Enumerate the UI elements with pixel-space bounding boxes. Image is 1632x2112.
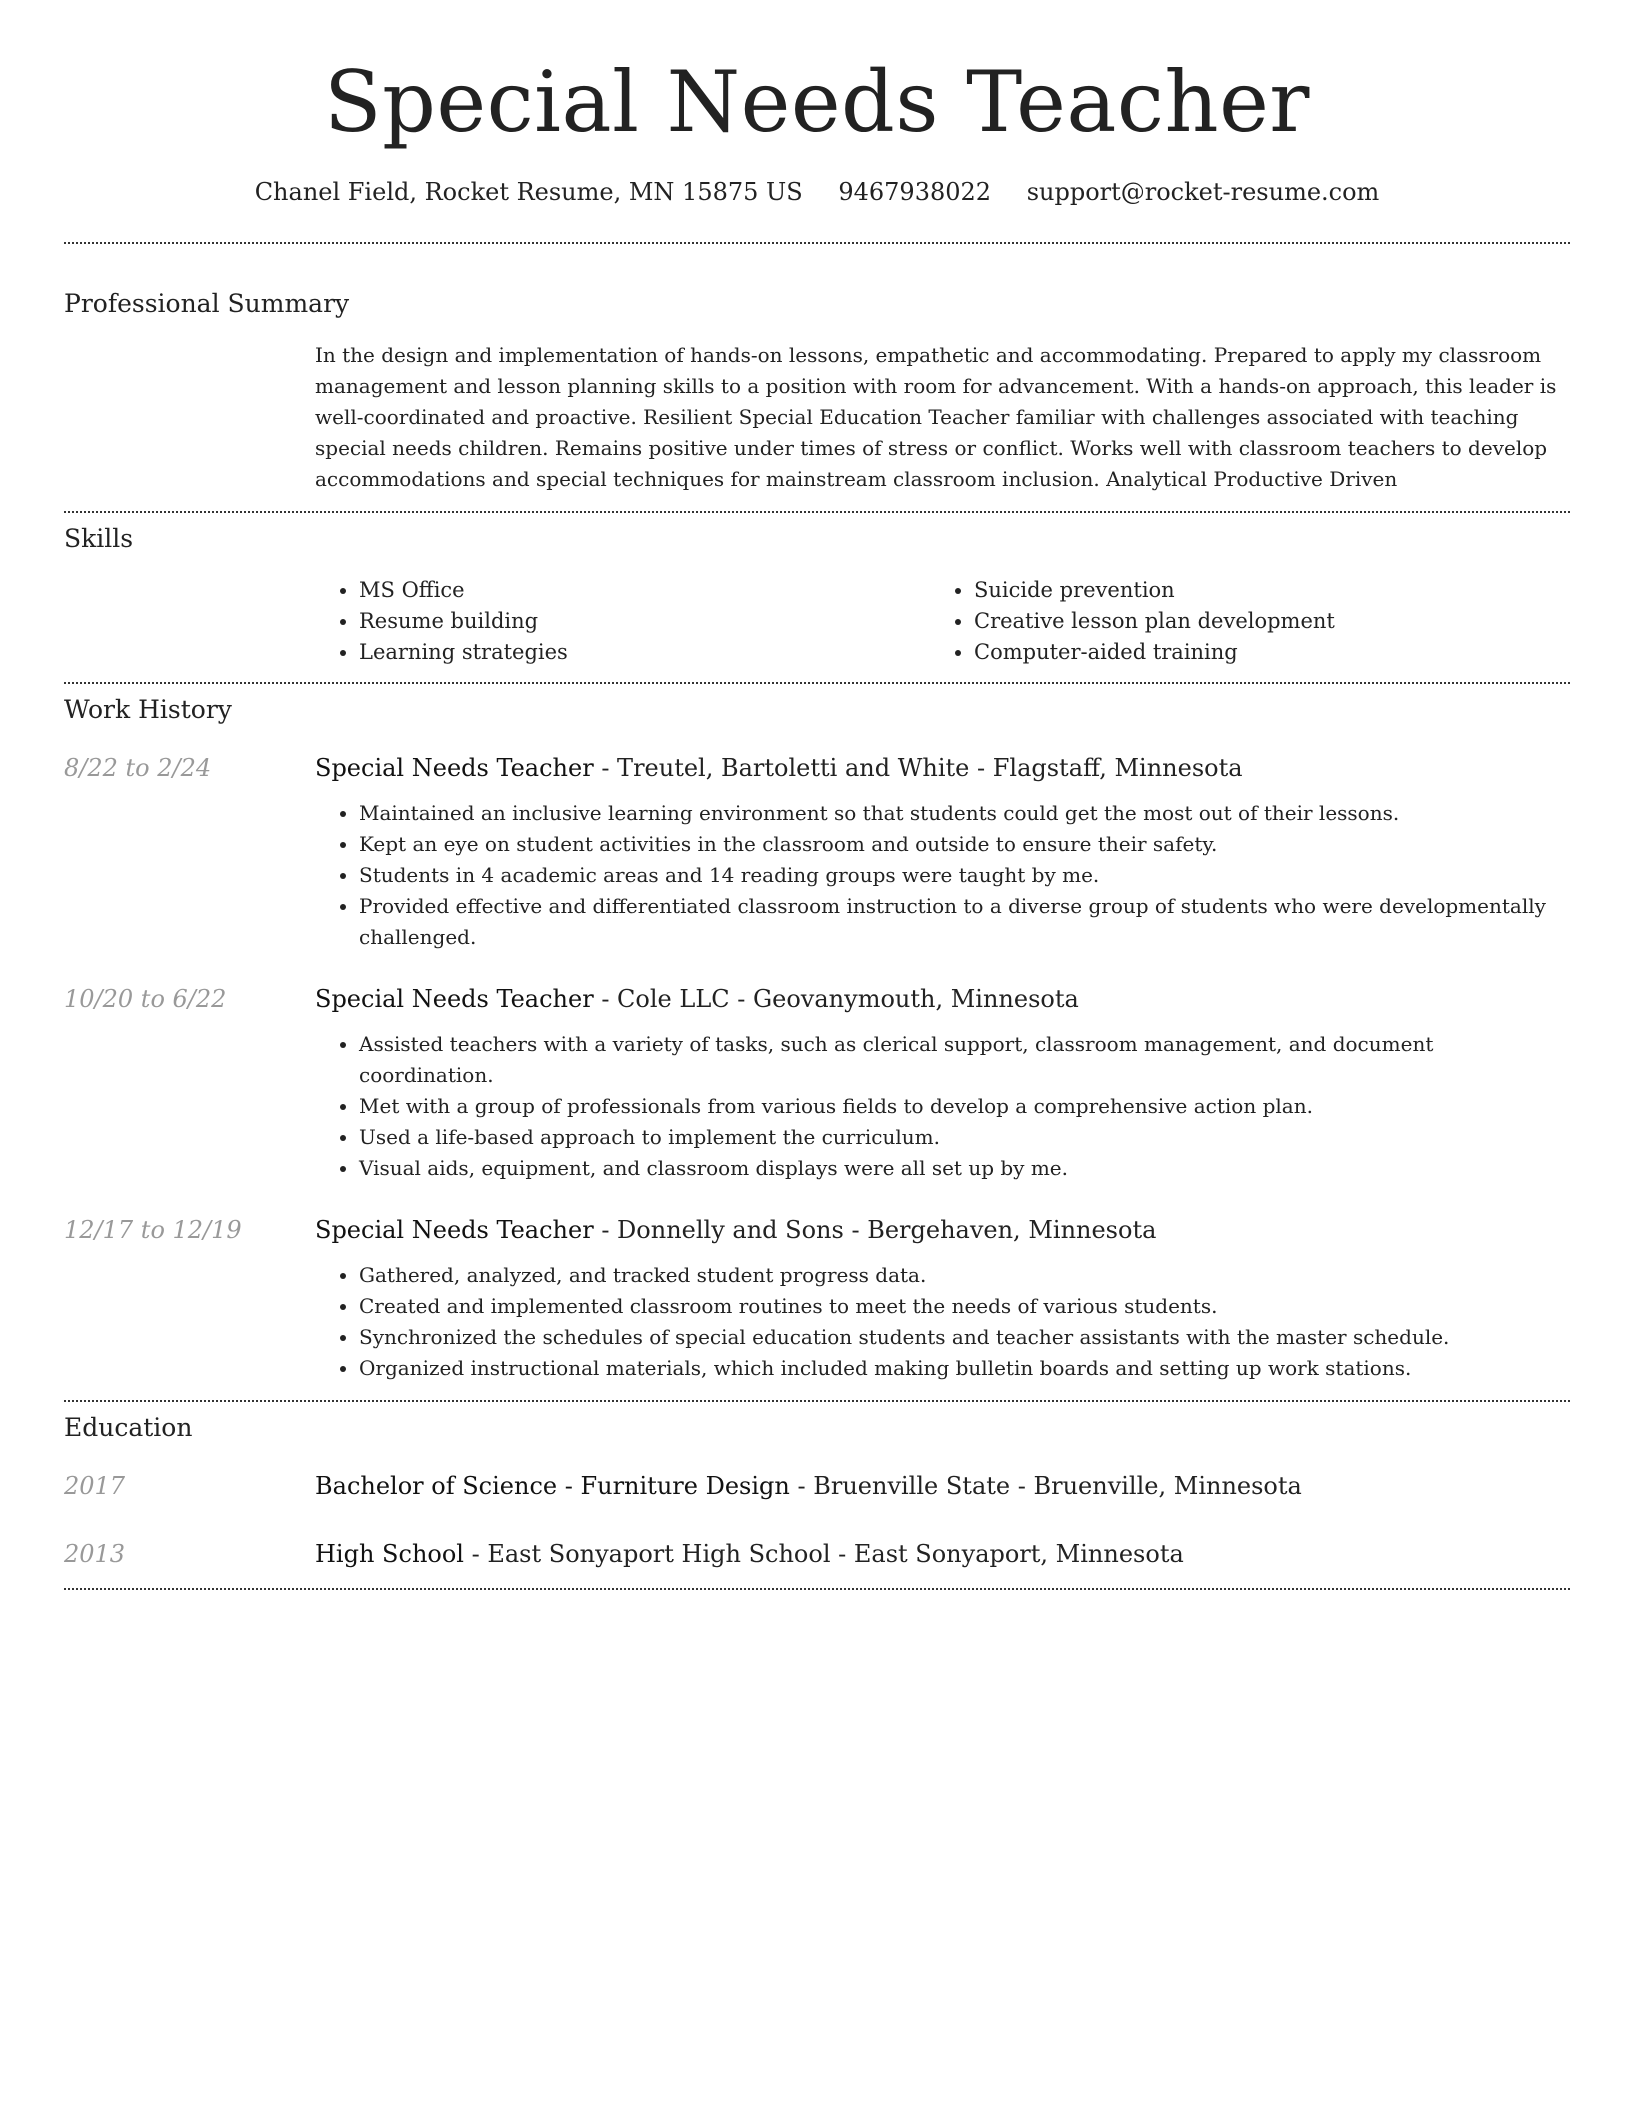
section-title-work: Work History xyxy=(64,695,232,724)
job-bullet: • Kept an eye on student activities in the classroom and outside to ensure their safety. xyxy=(359,829,1570,860)
contact-email: support@rocket-resume.com xyxy=(1026,178,1380,206)
resume-title: Special Needs Teacher xyxy=(324,53,1310,151)
education-title xyxy=(315,1470,1570,1502)
education-year: 2017 xyxy=(64,1472,126,1500)
job-bullets xyxy=(315,798,1570,953)
job-bullet: • Created and implemented classroom routines to meet the needs of various students. xyxy=(359,1291,1570,1322)
job-bullet: • Gathered, analyzed, and tracked student progress data. xyxy=(359,1260,1570,1291)
section-title-education: Education xyxy=(64,1413,193,1442)
summary-section xyxy=(64,288,1570,495)
job-details: - Donnelly and Sons - Bergehaven, Minnesota xyxy=(593,1216,1157,1244)
skills-column-left xyxy=(315,575,930,668)
job-bullet: • Provided effective and differentiated classroom instruction to a diverse group of students who were developmentally challenged. xyxy=(359,891,1570,953)
divider xyxy=(64,1400,1570,1402)
education-details: - East Sonyaport High School - East Sonyaport, Minnesota xyxy=(463,1540,1184,1568)
job-bullets xyxy=(315,1029,1570,1184)
job-details: - Cole LLC - Geovanymouth, Minnesota xyxy=(593,985,1079,1013)
job-dates: 12/17 to 12/19 xyxy=(64,1216,242,1244)
job-bullet: • Met with a group of professionals from various fields to develop a comprehensive action plan. xyxy=(359,1091,1570,1122)
education-entry xyxy=(64,1538,1570,1570)
job-bullet: • Students in 4 academic areas and 14 reading groups were taught by me. xyxy=(359,860,1570,891)
job-bullet: • Synchronized the schedules of special education students and teacher assistants with the master schedule. xyxy=(359,1322,1570,1353)
skills-section xyxy=(64,523,1570,668)
job-role: Special Needs Teacher xyxy=(315,985,594,1013)
divider xyxy=(64,511,1570,513)
job-entry xyxy=(64,1214,1570,1384)
skills-column-right xyxy=(930,575,1545,668)
divider xyxy=(64,682,1570,684)
resume-page xyxy=(64,0,1570,1590)
job-bullet: • Organized instructional materials, which included making bulletin boards and setting up work stations. xyxy=(359,1353,1570,1384)
job-details: - Treutel, Bartoletti and White - Flagstaff, Minnesota xyxy=(593,754,1243,782)
job-role: Special Needs Teacher xyxy=(315,754,594,782)
contact-phone: 9467938022 xyxy=(838,178,992,206)
section-title-skills: Skills xyxy=(64,524,134,553)
job-bullet: • Maintained an inclusive learning environment so that students could get the most out of their lessons. xyxy=(359,798,1570,829)
job-bullet: • Visual aids, equipment, and classroom displays were all set up by me. xyxy=(359,1153,1570,1184)
job-bullet: • Assisted teachers with a variety of tasks, such as clerical support, classroom management, and document coordination. xyxy=(359,1029,1570,1091)
job-dates: 10/20 to 6/22 xyxy=(64,985,227,1013)
education-section xyxy=(64,1412,1570,1570)
contact-address: Chanel Field, Rocket Resume, MN 15875 US xyxy=(254,178,803,206)
divider xyxy=(64,242,1570,244)
skill-item: • Suicide prevention xyxy=(974,575,1545,606)
summary-text: In the design and implementation of hands-on lessons, empathetic and accommodating. Prepared to apply my classroom management and lesson planning skills to a position with room for advancement. With a hands-on approach, this leader is well-coordinated and proactive. Resilient Special Education Teacher familiar with challenges associated with teaching special needs children. Remains positive under times of stress or conflict. Works well with classroom teachers to develop accommodations and special techniques for mainstream classroom inclusion. Analytical Productive Driven xyxy=(315,343,1557,491)
job-title xyxy=(315,1214,1570,1246)
job-bullets xyxy=(315,1260,1570,1384)
education-details: - Bruenville State - Bruenville, Minnesota xyxy=(789,1472,1302,1500)
section-title-summary: Professional Summary xyxy=(64,289,350,318)
education-degree: Bachelor of Science - Furniture Design xyxy=(315,1472,790,1500)
job-entry xyxy=(64,983,1570,1184)
skill-item: • Learning strategies xyxy=(359,637,930,668)
contact-line xyxy=(64,176,1570,208)
skill-item: • Resume building xyxy=(359,606,930,637)
education-year: 2013 xyxy=(64,1540,126,1568)
work-history-section xyxy=(64,694,1570,1384)
job-title xyxy=(315,752,1570,784)
skill-item: • Computer-aided training xyxy=(974,637,1545,668)
job-role: Special Needs Teacher xyxy=(315,1216,594,1244)
divider xyxy=(64,1588,1570,1590)
education-degree: High School xyxy=(315,1540,464,1568)
skill-item: • MS Office xyxy=(359,575,930,606)
skill-item: • Creative lesson plan development xyxy=(974,606,1545,637)
education-entry xyxy=(64,1470,1570,1502)
job-title xyxy=(315,983,1570,1015)
skills-list xyxy=(315,575,1570,668)
education-title xyxy=(315,1538,1570,1570)
job-bullet: • Used a life-based approach to implement the curriculum. xyxy=(359,1122,1570,1153)
job-dates: 8/22 to 2/24 xyxy=(64,754,212,782)
job-entry xyxy=(64,752,1570,953)
